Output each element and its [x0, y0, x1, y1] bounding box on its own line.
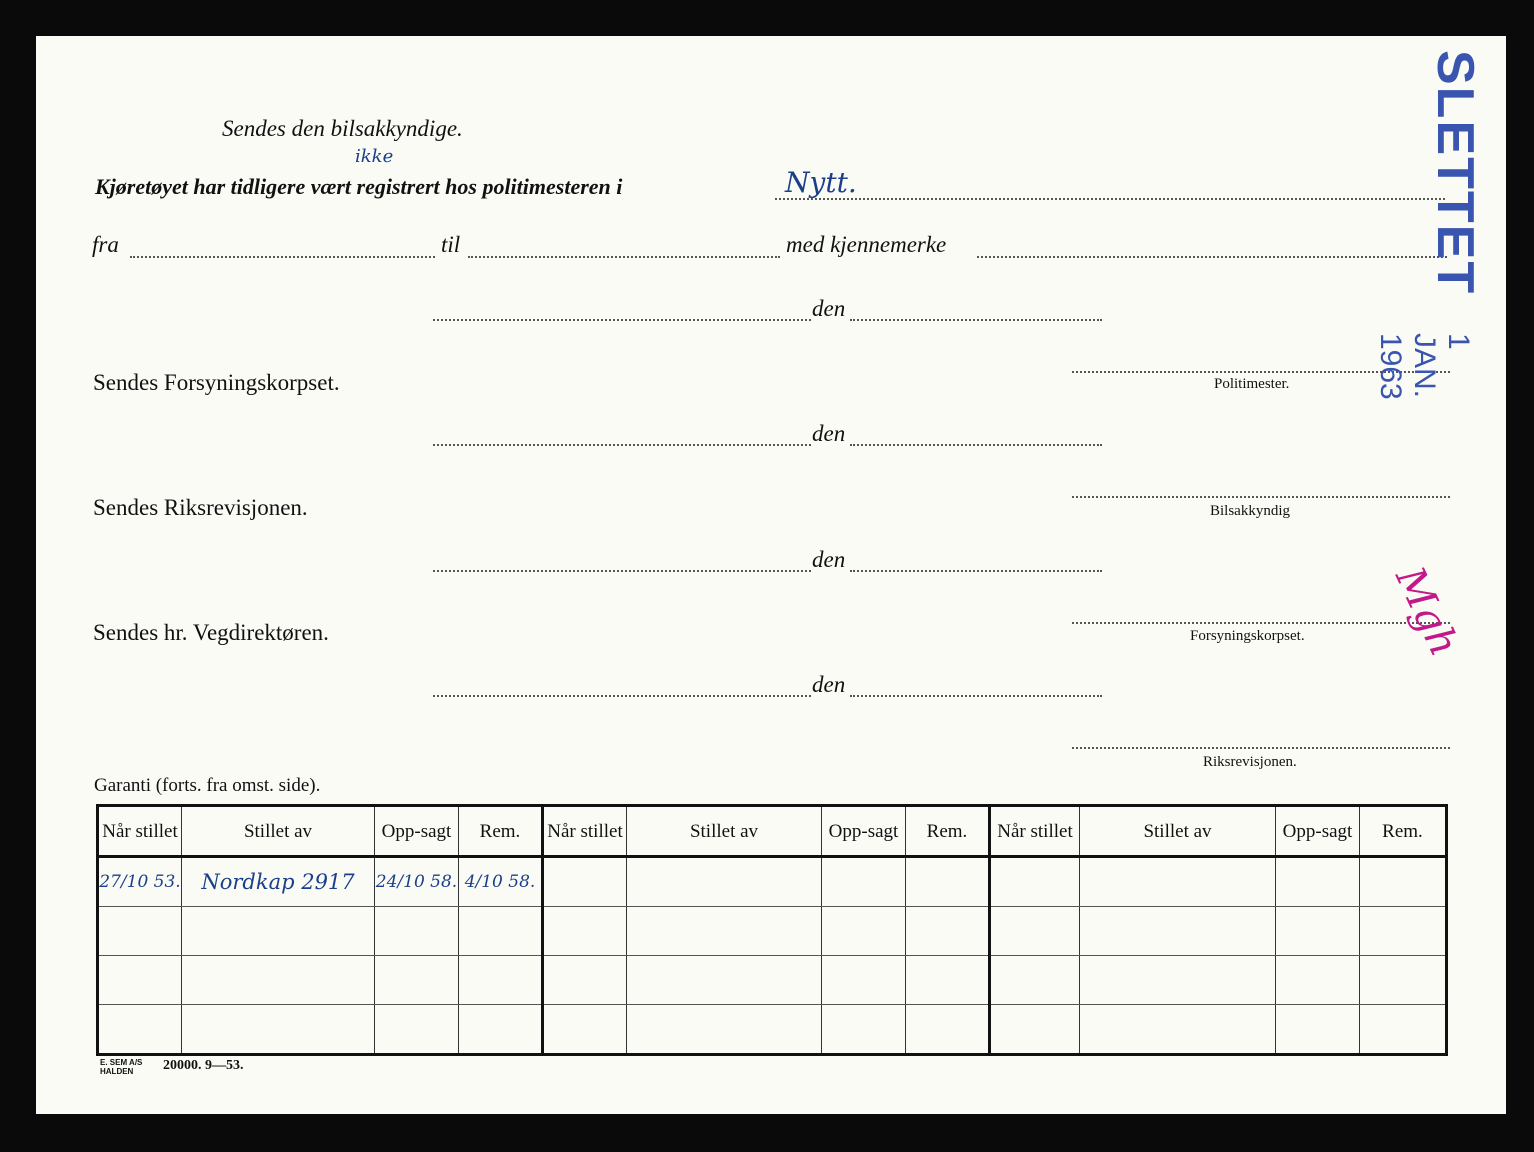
table-cell	[1276, 1005, 1360, 1055]
signature-line-bilsakkyndig	[1072, 496, 1450, 498]
table-cell	[1360, 907, 1447, 956]
signature-line-forsyningskorpset	[1072, 622, 1450, 624]
table-cell	[375, 956, 459, 1005]
table-row	[98, 1005, 1447, 1055]
table-cell	[98, 956, 182, 1005]
table-cell	[1360, 1005, 1447, 1055]
label-den-3: den	[812, 547, 846, 572]
table-cell	[182, 1005, 375, 1055]
table-row	[98, 857, 1447, 907]
date-line-1	[433, 319, 811, 321]
table-cell	[375, 907, 459, 956]
table-cell	[990, 956, 1080, 1005]
handwritten-initials: Mgh	[1386, 560, 1468, 664]
table-cell	[627, 956, 822, 1005]
table-cell	[375, 1005, 459, 1055]
table-cell	[98, 907, 182, 956]
label-riksrevisjonen: Riksrevisjonen.	[1203, 754, 1297, 770]
header-rem: Rem.	[459, 806, 543, 857]
table-cell	[543, 907, 627, 956]
slettet-date-stamp: 1 JAN. 1963	[1374, 333, 1475, 400]
line-registered-previously: Kjøretøyet har tidligere vært registrert hos politimesteren i	[95, 174, 623, 199]
table-cell	[182, 907, 375, 956]
header-oppsagt: Opp-sagt	[822, 806, 906, 857]
cell-oppsagt: 24/10 58.	[375, 857, 459, 907]
table-cell	[906, 857, 990, 907]
table-cell	[1360, 857, 1447, 907]
header-stillet-av: Stillet av	[182, 806, 375, 857]
date-line-3b	[850, 570, 1102, 572]
label-forsyningskorpset: Forsyningskorpset.	[1190, 628, 1305, 644]
table-cell	[627, 1005, 822, 1055]
place-field-line	[775, 198, 1445, 200]
table-cell	[990, 857, 1080, 907]
cell-nar-stillet: 27/10 53.	[98, 857, 182, 907]
table-cell	[906, 907, 990, 956]
table-cell	[1080, 1005, 1276, 1055]
table-cell	[1080, 857, 1276, 907]
print-run-number: 20000. 9—53.	[163, 1058, 244, 1073]
date-line-4	[433, 695, 811, 697]
label-sendes-vegdirektoren: Sendes hr. Vegdirektøren.	[93, 620, 329, 645]
header-rem: Rem.	[906, 806, 990, 857]
table-cell	[543, 956, 627, 1005]
slettet-stamp: SLETTET	[1426, 50, 1484, 296]
cell-stillet-av: Nordkap 2917	[182, 857, 375, 907]
label-politimester: Politimester.	[1214, 376, 1290, 392]
table-cell	[459, 907, 543, 956]
date-line-2b	[850, 444, 1102, 446]
table-cell	[98, 1005, 182, 1055]
header-nar-stillet: Når stillet	[98, 806, 182, 857]
table-cell	[459, 956, 543, 1005]
table-cell	[822, 857, 906, 907]
date-line-1b	[850, 319, 1102, 321]
fra-field-line	[130, 256, 435, 258]
table-cell	[906, 956, 990, 1005]
table-cell	[1080, 907, 1276, 956]
til-field-line	[468, 256, 780, 258]
cell-rem: 4/10 58.	[459, 857, 543, 907]
header-nar-stillet: Når stillet	[543, 806, 627, 857]
printer-mark	[100, 1058, 142, 1076]
header-oppsagt: Opp-sagt	[375, 806, 459, 857]
table-cell	[822, 907, 906, 956]
date-line-3	[433, 570, 811, 572]
label-den-4: den	[812, 672, 846, 697]
label-til: til	[441, 232, 461, 257]
label-sendes-forsyningskorpset: Sendes Forsyningskorpset.	[93, 370, 340, 395]
header-stillet-av: Stillet av	[627, 806, 822, 857]
table-cell	[1276, 956, 1360, 1005]
kjennemerke-field-line	[977, 256, 1447, 258]
garanti-table	[96, 804, 1448, 1056]
table-cell	[1276, 907, 1360, 956]
table-row	[98, 907, 1447, 956]
signature-line-riksrevisjonen	[1072, 747, 1450, 749]
date-line-2	[433, 444, 811, 446]
table-row	[98, 956, 1447, 1005]
table-cell	[906, 1005, 990, 1055]
header-stillet-av: Stillet av	[1080, 806, 1276, 857]
printer-city: HALDEN	[100, 1067, 134, 1076]
label-sendes-riksrevisjonen: Sendes Riksrevisjonen.	[93, 495, 308, 520]
table-cell	[1080, 956, 1276, 1005]
line-sendes-bilsakkyndige: Sendes den bilsakkyndige.	[222, 116, 463, 141]
table-cell	[1276, 857, 1360, 907]
table-cell	[627, 857, 822, 907]
label-fra: fra	[92, 232, 119, 257]
header-oppsagt: Opp-sagt	[1276, 806, 1360, 857]
table-cell	[822, 1005, 906, 1055]
table-cell	[990, 907, 1080, 956]
table-cell	[459, 1005, 543, 1055]
label-kjennemerke: med kjennemerke	[786, 232, 947, 257]
printer-name: E. SEM A/S	[100, 1058, 143, 1067]
table-header-row	[98, 806, 1447, 857]
header-rem: Rem.	[1360, 806, 1447, 857]
label-den-1: den	[812, 296, 846, 321]
table-cell	[182, 956, 375, 1005]
label-garanti: Garanti (forts. fra omst. side).	[94, 775, 321, 796]
table-cell	[990, 1005, 1080, 1055]
handwritten-place: Nytt.	[785, 166, 857, 199]
date-line-4b	[850, 695, 1102, 697]
header-nar-stillet: Når stillet	[990, 806, 1080, 857]
table-cell	[627, 907, 822, 956]
label-den-2: den	[812, 421, 846, 446]
table-cell	[822, 956, 906, 1005]
label-bilsakkyndig: Bilsakkyndig	[1210, 503, 1291, 519]
table-cell	[543, 1005, 627, 1055]
handwritten-ikke: ikke	[355, 146, 394, 167]
table-cell	[1360, 956, 1447, 1005]
table-cell	[543, 857, 627, 907]
